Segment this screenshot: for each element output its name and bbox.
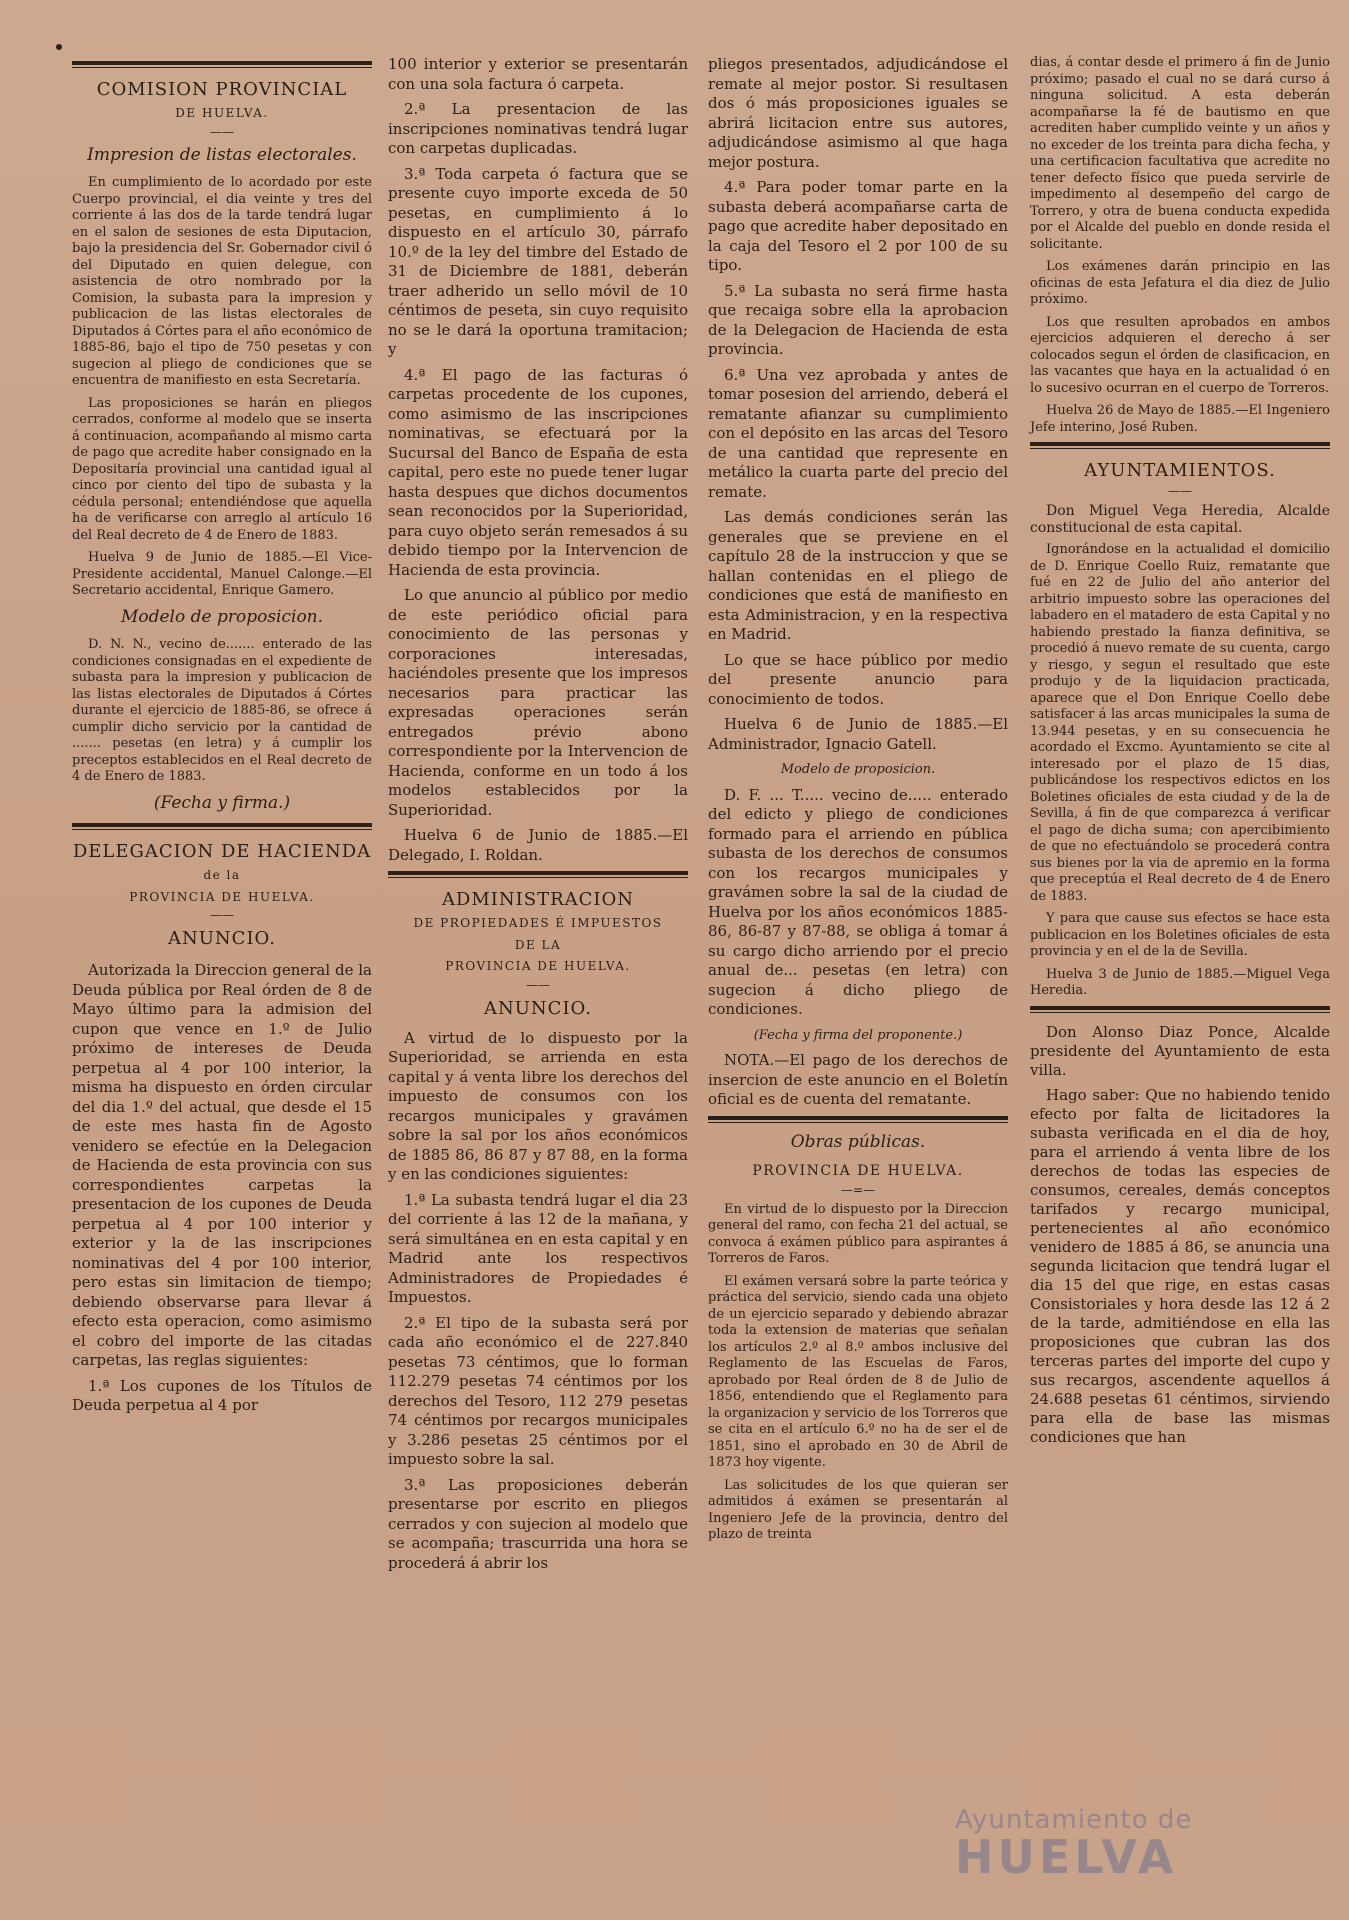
dash-divider: —=— xyxy=(840,1182,876,1197)
administracion-paragraph: 1.ª La subasta tendrá lugar el dia 23 del corriente á las 12 de la mañana, y será simultánea en en esta capital y en Madrid ante los respectivos Administradores de Propiedades é Impuestos. xyxy=(388,1190,688,1306)
ayuntamientos-paragraph: Hago saber: Que no habiendo tenido efecto por falta de licitadores la subasta verificada en el dia de hoy, para el arriendo á venta libre de los derechos de todas las especies de consumos, cereales, demás conceptos tarifados y recargo municipal, pertenecientes al año económico venidero de 1885 á 86, se anuncia una segunda licitacion que tendrá lugar el dia 15 del que rige, en estas casas Consistoriales y hora desde las 12 á 2 de la tarde, admitiéndose en ella las proposiciones que cubran las dos terceras partes del importe del cupo y sus recargos, ascendente aquellos á 24.688 pesetas 61 céntimos, sirviendo para ella de base las mismas condiciones que han xyxy=(1030,1085,1330,1446)
administracion-paragraph: 4.ª Para poder tomar parte en la subasta deberá acompañarse carta de pago que acredite haber depositado en la caja del Tesoro el 2 por 100 de su tipo. xyxy=(708,178,1008,274)
section-rule xyxy=(1030,442,1330,449)
comision-signature: Huelva 9 de Junio de 1885.—El Vice-Presidente accidental, Manuel Calonge.—El Secretario accidental, Enrique Gamero. xyxy=(72,550,372,598)
dash-divider: —— xyxy=(210,908,234,922)
comision-title: COMISION PROVINCIAL xyxy=(96,79,348,100)
ayuntamientos-intro-2: Don Alonso Diaz Ponce, Alcalde presidente del Ayuntamiento de esta villa. xyxy=(1030,1022,1330,1079)
section-rule xyxy=(1030,1006,1330,1013)
obras-heading: Obras públicas. xyxy=(790,1131,926,1152)
dash-divider: —— xyxy=(1168,484,1192,498)
column-rule xyxy=(72,61,372,68)
administracion-sub2: DE LA xyxy=(514,937,562,952)
obras-paragraph: Las solicitudes de los que quieran ser admitidos á exámen se presentarán al Ingeniero Jefe de la provincia, dentro del plazo de treinta xyxy=(708,1477,1008,1542)
administracion-signature: Huelva 6 de Junio de 1885.—El Administrador, Ignacio Gatell. xyxy=(708,715,1008,753)
delegacion-title: DELEGACION DE HACIENDA xyxy=(72,841,372,862)
comision-firma: (Fecha y firma.) xyxy=(153,792,291,813)
obras-signature: Huelva 26 de Mayo de 1885.—El Ingeniero Jefe interino, José Ruben. xyxy=(1030,403,1330,435)
column-3 xyxy=(708,55,1008,1550)
obras-title: PROVINCIA DE HUELVA. xyxy=(752,1163,964,1179)
administracion-paragraph: Lo que se hace público por medio del presente anuncio para conocimiento de todos. xyxy=(708,650,1008,708)
delegacion-paragraph: 2.ª La presentacion de las inscripciones nominativas tendrá lugar con carpetas duplicadas. xyxy=(388,100,688,157)
dash-divider: —— xyxy=(210,124,234,139)
comision-paragraph: En cumplimiento de lo acordado por este Cuerpo provincial, el dia veinte y tres del corriente á las dos de la tarde tendrá lugar en el salon de sesiones de esta Diputacion, bajo la presidencia del Sr. Gobernador civil ó del Diputado en quien delegue, con asistencia de otro nombrado por la Comision, la subasta para la impresion y publicacion de las listas electorales de Diputados á Córtes para el año económico de 1885-86, bajo el tipo de 750 pesetas y con sugecion al pliego de condiciones que se encuentra de manifiesto en esta Secretaría. xyxy=(72,175,372,388)
ayuntamientos-paragraph: Y para que cause sus efectos se hace esta publicacion en los Boletines oficiales de esta provincia y en el de la de Sevilla. xyxy=(1030,911,1330,959)
administracion-paragraph: pliegos presentados, adjudicándose el remate al mejor postor. Si resultasen dos ó más proposiciones iguales se abrirá licitacion entre sus autores, adjudicándose asimismo al que haga mejor postura. xyxy=(708,55,1008,171)
ayuntamientos-intro: Don Miguel Vega Heredia, Alcalde constitucional de esta capital. xyxy=(1030,503,1330,536)
ayuntamientos-signature: Huelva 3 de Junio de 1885.—Miguel Vega Heredia. xyxy=(1030,966,1330,998)
delegacion-sub2: PROVINCIA DE HUELVA. xyxy=(129,889,315,904)
obras-paragraph: En virtud de lo dispuesto por la Direccion general del ramo, con fecha 21 del actual, se convoca á exámen público para aspirantes á Torreros de Faros. xyxy=(708,1201,1008,1266)
delegacion-paragraph: 1.ª Los cupones de los Títulos de Deuda perpetua al 4 por xyxy=(72,1376,372,1414)
watermark-line-1: Ayuntamiento de xyxy=(955,1805,1193,1835)
column-4 xyxy=(1030,55,1330,1453)
ink-dot xyxy=(56,44,62,50)
obras-paragraph: Los exámenes darán principio en las oficinas de esta Jefatura el dia diez de Julio próximo. xyxy=(1030,259,1330,307)
administracion-nota: NOTA.—El pago de los derechos de insercion de este anuncio en el Boletín oficial es de cuenta del rematante. xyxy=(708,1051,1008,1108)
comision-paragraph: Las proposiciones se harán en pliegos cerrados, conforme al modelo que se inserta á continuacion, acompañando al mismo carta de pago que acredite haber consignado en la Depositaría provincial una cantidad igual al cinco por ciento del tipo de subasta y la cédula personal; entendiéndose que aquella ha de verificarse con arreglo al artículo 16 del Real decreto de 4 de Enero de 1883. xyxy=(72,395,372,543)
ayuntamientos-paragraph: Ignorándose en la actualidad el domicilio de D. Enrique Coello Ruiz, rematante que fué en 22 de Julio del año anterior del arbitrio impuesto sobre las operaciones del labadero en el matadero de esta Capital y no habiendo prestado la fianza definitiva, se procedió á nuevo remate de su cuenta, cargo y riesgo, y segun el resultado que este produjo y de la liquidacion practicada, aparece que el Don Enrique Coello debe satisfacer á las arcas municipales la suma de 13.944 pesetas, y en su consecuencia he acordado el Excmo. Ayuntamiento se cite al interesado por el plazo de 15 dias, publicándose los respectivos edictos en los Boletines oficiales de esta ciudad y de la de Sevilla, á fin de que comparezca á verificar el pago de dicha suma; con apercibimiento de que no efectuándolo se procederá contra sus bienes por la via de apremio en la forma que preceptúa el Real decreto de 4 de Enero de 1883. xyxy=(1030,542,1330,904)
section-rule xyxy=(708,1116,1008,1123)
watermark-line-2: HUELVA xyxy=(955,1830,1178,1884)
administracion-firma: (Fecha y firma del proponente.) xyxy=(753,1027,963,1043)
administracion-modelo-text: D. F. ... T..... vecino de..... enterado del edicto y pliego de condiciones formado para el arriendo en pública subasta de los derechos de consumos con los recargos municipales y gravámen sobre la sal de la ciudad de Huelva por los años económicos 1885-86, 86-87 y 87-88, se obliga á tomar á su cargo dicho arriendo por el precio anual de... pesetas (en letra) con sugecion á dicho pliego de condiciones. xyxy=(708,785,1008,1018)
obras-paragraph: Los que resulten aprobados en ambos ejercicios adquieren el derecho á ser colocados segun el órden de clasificacion, en las vacantes que haya en la actualidad ó en lo sucesivo ocurran en el cuerpo de Torreros. xyxy=(1030,314,1330,396)
obras-paragraph: dias, á contar desde el primero á fin de Junio próximo; pasado el cual no se dará curso á ninguna solicitud. A esta deberán acompañarse la fé de bautismo en que acrediten haber cumplido veinte y un años y no exceder de los treinta para dicha fecha, y una certificacion facultativa que acredite no tener defecto físico que pueda servirle de impedimento al desempeño del cargo de Torrero, y otra de buena conducta expedida por el Alcalde del pueblo en donde resida el solicitante. xyxy=(1030,55,1330,252)
obras-paragraph: El exámen versará sobre la parte teórica y práctica del servicio, siendo cada una objeto de un ejercicio separado y debiendo abrazar toda la extension de materias que señalan los artículos 2.º al 8.º ambos inclusive del Reglamento de las Escuelas de Faros, aprobado por Real órden de 8 de Julio de 1856, entendiendo que el Reglamento para la organizacion y servicio de los Torreros que se cita en el artículo 6.º no ha de ser el de 1851, sino el aprobado en 30 de Abril de 1873 hoy vigente. xyxy=(708,1273,1008,1470)
administracion-paragraph: 3.ª Las proposiciones deberán presentarse por escrito en pliegos cerrados y con sujecion al modelo que se acompaña; trascurrida una hora se procederá á abrir los xyxy=(388,1475,688,1572)
delegacion-paragraph: Lo que anuncio al público por medio de este periódico oficial para conocimiento de las personas y corporaciones interesadas, haciéndoles presente que los impresos necesarios para practicar las expresadas operaciones serán entregados prévio abono correspondiente por la Intervencion de Hacienda, conforme en un todo á los modelos establecidos por la Superioridad. xyxy=(388,586,688,819)
column-2 xyxy=(388,55,688,1579)
administracion-title: ADMINISTRACION xyxy=(441,889,635,910)
comision-modelo-heading: Modelo de proposicion. xyxy=(120,606,324,627)
administracion-modelo-heading: Modelo de proposicion. xyxy=(780,762,936,777)
delegacion-paragraph: 100 interior y exterior se presentarán con una sola factura ó carpeta. xyxy=(388,55,688,93)
section-rule xyxy=(388,871,688,878)
archive-watermark xyxy=(955,1805,1193,1884)
administracion-heading: ANUNCIO. xyxy=(484,997,592,1019)
delegacion-paragraph: 4.ª El pago de las facturas ó carpetas procedente de los cupones, como asimismo de las inscripciones nominativas, se efectuará por la Sucursal del Banco de España de esta capital, pero este no puede tener lugar hasta despues que dichos documentos sean reconocidos por la Superioridad, para cuyo objeto serán remesados á su debido tiempo por la Intervencion de Hacienda de esta provincia. xyxy=(388,365,688,579)
delegacion-paragraph: Autorizada la Direccion general de la Deuda pública por Real órden de 8 de Mayo último para la admision del cupon que vence en 1.º de Julio próximo de intereses de Deuda perpetua al 4 por 100 interior, la misma ha dispuesto en órden circular del dia 1.º del actual, que desde el 15 de este mes hasta fin de Agosto venidero se efectúe en la Delegacion de Hacienda de esta provincia con sus correspondientes carpetas la presentacion de los cupones de Deuda perpetua al 4 por 100 interior y exterior y la de las inscripciones nominativas del 4 por 100 interior, pero estas sin limitacion de tiempo; debiendo observarse para llevar á efecto esta operacion, como asimismo el cobro del importe de las citadas carpetas, las reglas siguientes: xyxy=(72,961,372,1369)
administracion-paragraph: A virtud de lo dispuesto por la Superioridad, se arrienda en esta capital y á venta libre los derechos del impuesto de consumos con los recargos municipales y gravámen sobre la sal por los años económicos de 1885 86, 86 87 y 87 88, en la forma y en las condiciones siguientes: xyxy=(388,1028,688,1183)
dash-divider: —— xyxy=(526,977,550,992)
administracion-paragraph: 2.ª El tipo de la subasta será por cada año económico el de 227.840 pesetas 73 céntimos, que lo forman 112.279 pesetas 74 céntimos por los derechos del Tesoro, 112 279 pesetas 74 céntimos por recargos municipales y 3.286 pesetas 25 céntimos por el impuesto sobre la sal. xyxy=(388,1313,688,1468)
ayuntamientos-title: AYUNTAMIENTOS. xyxy=(1084,460,1276,481)
administracion-sub1: DE PROPIEDADES É IMPUESTOS xyxy=(413,916,663,930)
administracion-paragraph: Las demás condiciones serán las generales que se previene en el capítulo 28 de la instruccion y que se hallan contenidas en el pliego de condiciones que está de manifiesto en esta Administracion, y en la respectiva en Madrid. xyxy=(708,508,1008,643)
column-1 xyxy=(72,55,372,1422)
delegacion-heading: ANUNCIO. xyxy=(168,928,276,949)
delegacion-signature: Huelva 6 de Junio de 1885.—El Delegado, I. Roldan. xyxy=(388,826,688,864)
delegacion-sub1: de la xyxy=(203,868,241,882)
comision-modelo-text: D. N. N., vecino de....... enterado de las condiciones consignadas en el expediente de subasta para la impresion y publicacion de las listas electorales de Diputados á Córtes durante el ejercicio de 1885-86, se ofrece á cumplir dicho servicio por la cantidad de ....... pesetas (en letra) y á cumplir los preceptos establecidos en el Real decreto de 4 de Enero de 1883. xyxy=(72,637,372,784)
administracion-paragraph: 6.ª Una vez aprobada y antes de tomar posesion del arriendo, deberá el rematante afianzar su cumplimiento con el depósito en las arcas del Tesoro de una cantidad que represente en metálico la cuarta parte del precio del remate. xyxy=(708,365,1008,501)
comision-heading: Impresion de listas electorales. xyxy=(87,144,357,165)
comision-subtitle: DE HUELVA. xyxy=(175,106,269,120)
delegacion-paragraph: 3.ª Toda carpeta ó factura que se presente cuyo importe exceda de 50 pesetas, en cumplimiento á lo dispuesto en el artículo 30, párrafo 10.º de la ley del timbre del Estado de 31 de Diciembre de 1881, deberán traer adherido un sello móvil de 10 céntimos de peseta, sin cuyo requisito no se le dará la oportuna tramitacion; y xyxy=(388,164,688,358)
administracion-sub3: PROVINCIA DE HUELVA. xyxy=(445,959,631,973)
administracion-paragraph: 5.ª La subasta no será firme hasta que recaiga sobre ella la aprobacion de la Delegacion de Hacienda de esta provincia. xyxy=(708,281,1008,358)
section-rule xyxy=(72,823,372,830)
